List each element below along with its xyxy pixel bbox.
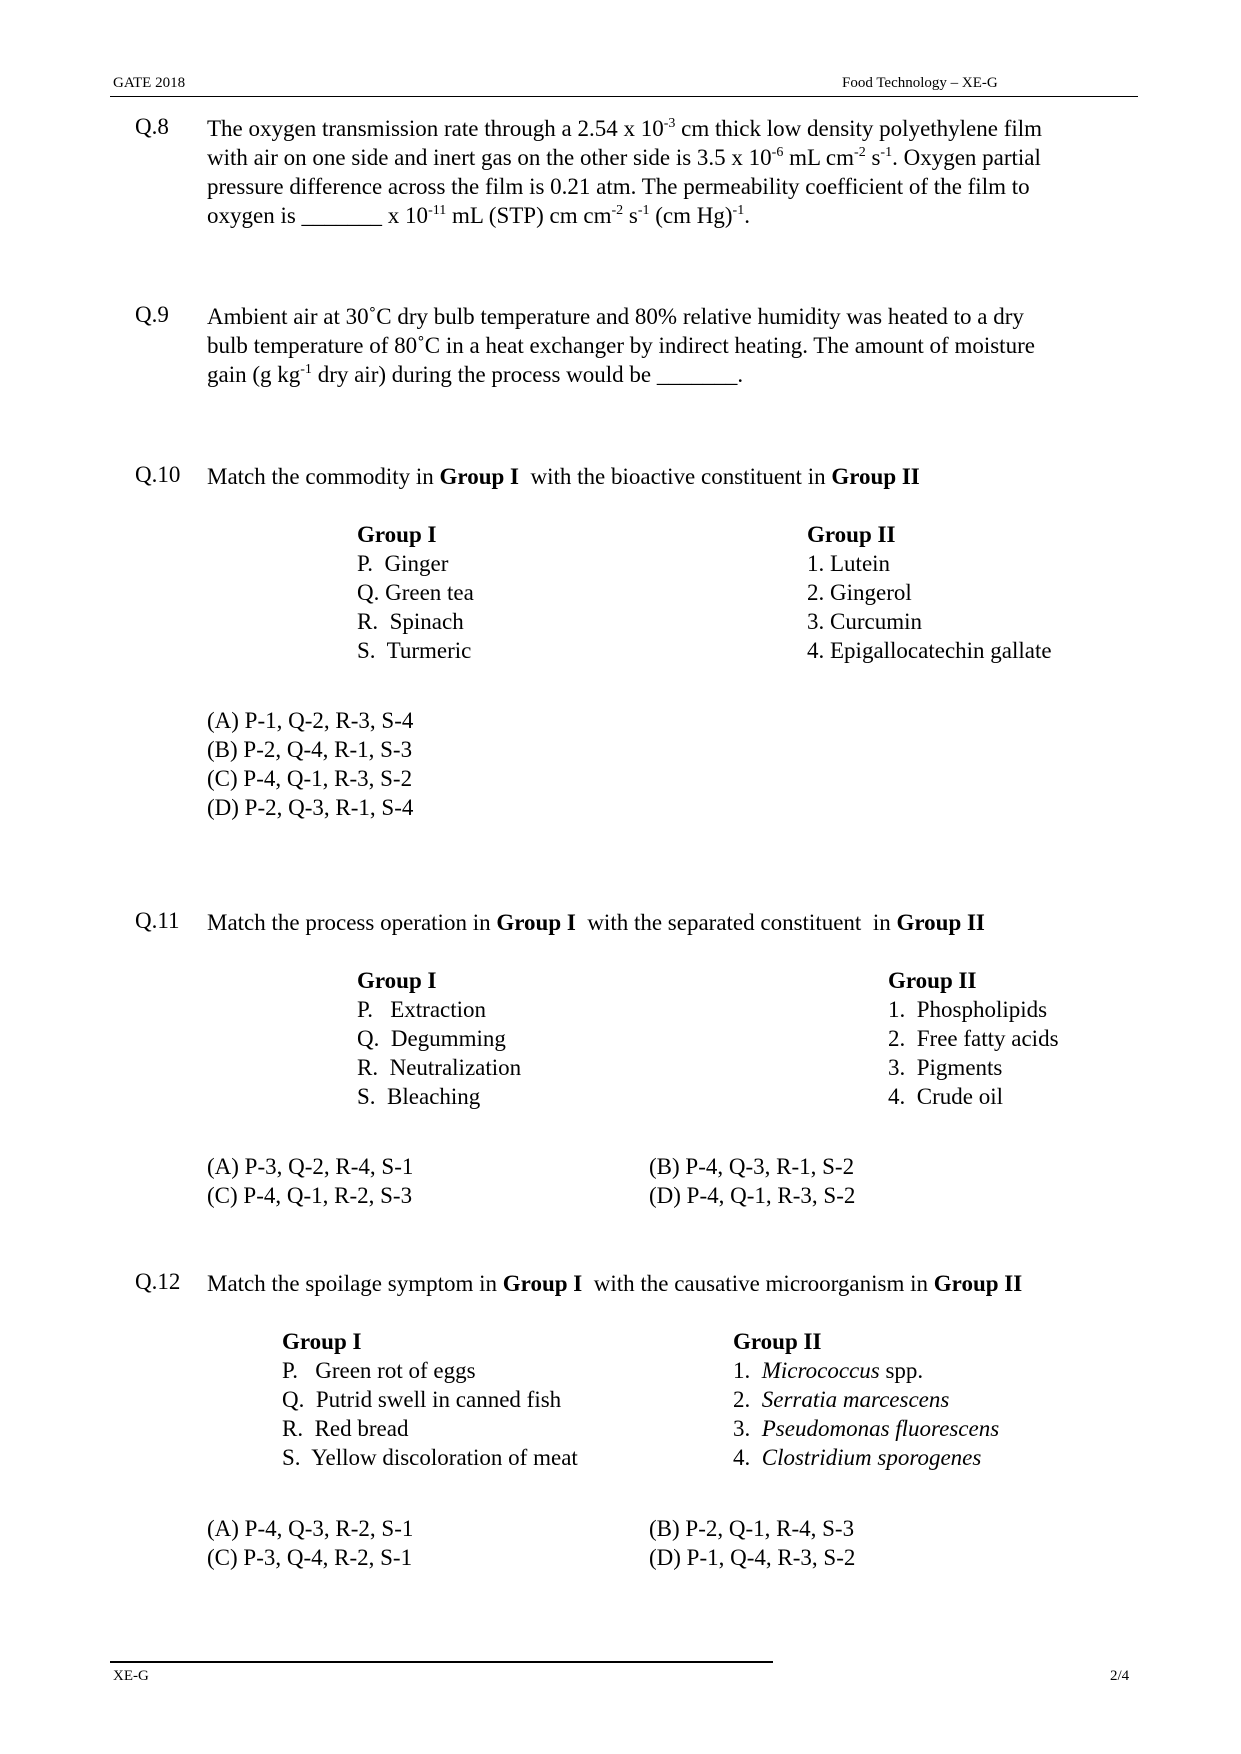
list-item: R. Neutralization (357, 1055, 522, 1080)
q10-group2 (807, 520, 1052, 665)
header-left: GATE 2018 (113, 75, 186, 91)
q11-group2 (888, 966, 1059, 1111)
list-item: Q. Putrid swell in canned fish (282, 1387, 562, 1412)
q10-options (207, 706, 413, 822)
list-item: 3. Pigments (888, 1055, 1003, 1080)
list-item: S. Yellow discoloration of meat (282, 1445, 578, 1470)
question-9-text: Ambient air at 30˚C dry bulb temperature and 80% relative humidity was heated to a dry bulb temperature of 80˚C in a heat exchanger by indirect heating. The amount of moisture gain (g $kg^{-1}$ dry air) during the process would be _______. (207, 304, 1035, 387)
footer-left: XE-G (113, 1668, 149, 1684)
list-item: 3. Pseudomonas fluorescens (733, 1416, 1000, 1441)
option: (B) P-2, Q-1, R-4, S-3 (649, 1516, 855, 1541)
option: (D) P-2, Q-3, R-1, S-4 (207, 795, 414, 820)
list-item: R. Spinach (357, 609, 464, 634)
list-item: 1. Phospholipids (888, 997, 1048, 1022)
list-item: Q. Green tea (357, 580, 474, 605)
question-number-10: Q.10 (135, 462, 181, 487)
question-12-text: Match the spoilage symptom in Group I with the causative microorganism in Group II (207, 1271, 1023, 1296)
question-number-11: Q.11 (135, 908, 180, 933)
q11-group2-title: Group II (888, 968, 977, 993)
q12-group1 (282, 1327, 578, 1472)
question-11-text: Match the process operation in Group I with the separated constituent in Group II (207, 910, 985, 935)
question-number-9: Q.9 (135, 302, 169, 327)
option: (A) P-1, Q-2, R-3, S-4 (207, 708, 414, 733)
q12-group1-title: Group I (282, 1329, 362, 1354)
list-item: 2. Serratia marcescens (733, 1387, 950, 1412)
header-rule (110, 96, 1138, 97)
q11-group1-title: Group I (357, 968, 437, 993)
list-item: P. Green rot of eggs (282, 1358, 476, 1383)
list-item: 4. Epigallocatechin gallate (807, 638, 1052, 663)
question-8-text: The oxygen transmission rate through a 2.54 x $10^{-3}$ cm thick low density polyethylene film with air on one side and inert gas on the other side is 3.5 x $10^{-6}$ mL $cm^{-2}$ $s^{-1}$. Oxygen partial pressure difference across the film is 0.21 atm. The permeability coefficient of the film to oxygen is _______ x $10^{-11}$ mL (STP) cm $cm^{-2}$ $s^{-1}$ (cm Hg)$^{-1}$. (207, 116, 1043, 228)
option: (A) P-4, Q-3, R-2, S-1 (207, 1516, 414, 1541)
list-item: S. Turmeric (357, 638, 472, 663)
question-number-12: Q.12 (135, 1269, 181, 1294)
option: (C) P-4, Q-1, R-2, S-3 (207, 1183, 413, 1208)
option: (A) P-3, Q-2, R-4, S-1 (207, 1154, 414, 1179)
option: (D) P-1, Q-4, R-3, S-2 (649, 1545, 856, 1570)
list-item: P. Extraction (357, 997, 487, 1022)
q11-group1 (357, 966, 521, 1111)
q12-options-left (207, 1514, 413, 1572)
option: (C) P-4, Q-1, R-3, S-2 (207, 766, 413, 791)
list-item: Q. Degumming (357, 1026, 506, 1051)
list-item: 1. Lutein (807, 551, 891, 576)
list-item: 1. Micrococcus spp. (733, 1358, 924, 1383)
q11-options-right (649, 1152, 855, 1210)
list-item: 2. Free fatty acids (888, 1026, 1059, 1051)
list-item: 4. Clostridium sporogenes (733, 1445, 982, 1470)
list-item: P. Ginger (357, 551, 449, 576)
question-10-text: Match the commodity in Group I with the bioactive constituent in Group II (207, 464, 920, 489)
q11-options-left (207, 1152, 413, 1210)
option: (B) P-4, Q-3, R-1, S-2 (649, 1154, 855, 1179)
q10-group2-title: Group II (807, 522, 896, 547)
page-number: 2/4 (1110, 1668, 1130, 1684)
q12-options-right (649, 1514, 855, 1572)
q12-group2 (733, 1327, 999, 1472)
option: (D) P-4, Q-1, R-3, S-2 (649, 1183, 856, 1208)
option: (C) P-3, Q-4, R-2, S-1 (207, 1545, 413, 1570)
list-item: 4. Crude oil (888, 1084, 1003, 1109)
header-right: Food Technology – XE-G (842, 75, 998, 91)
question-number-8: Q.8 (135, 114, 169, 139)
q12-group2-title: Group II (733, 1329, 822, 1354)
list-item: 3. Curcumin (807, 609, 922, 634)
list-item: 2. Gingerol (807, 580, 912, 605)
q10-group1 (357, 520, 474, 665)
option: (B) P-2, Q-4, R-1, S-3 (207, 737, 413, 762)
list-item: S. Bleaching (357, 1084, 481, 1109)
list-item: R. Red bread (282, 1416, 409, 1441)
q10-group1-title: Group I (357, 522, 437, 547)
footer-rule (110, 1661, 773, 1663)
